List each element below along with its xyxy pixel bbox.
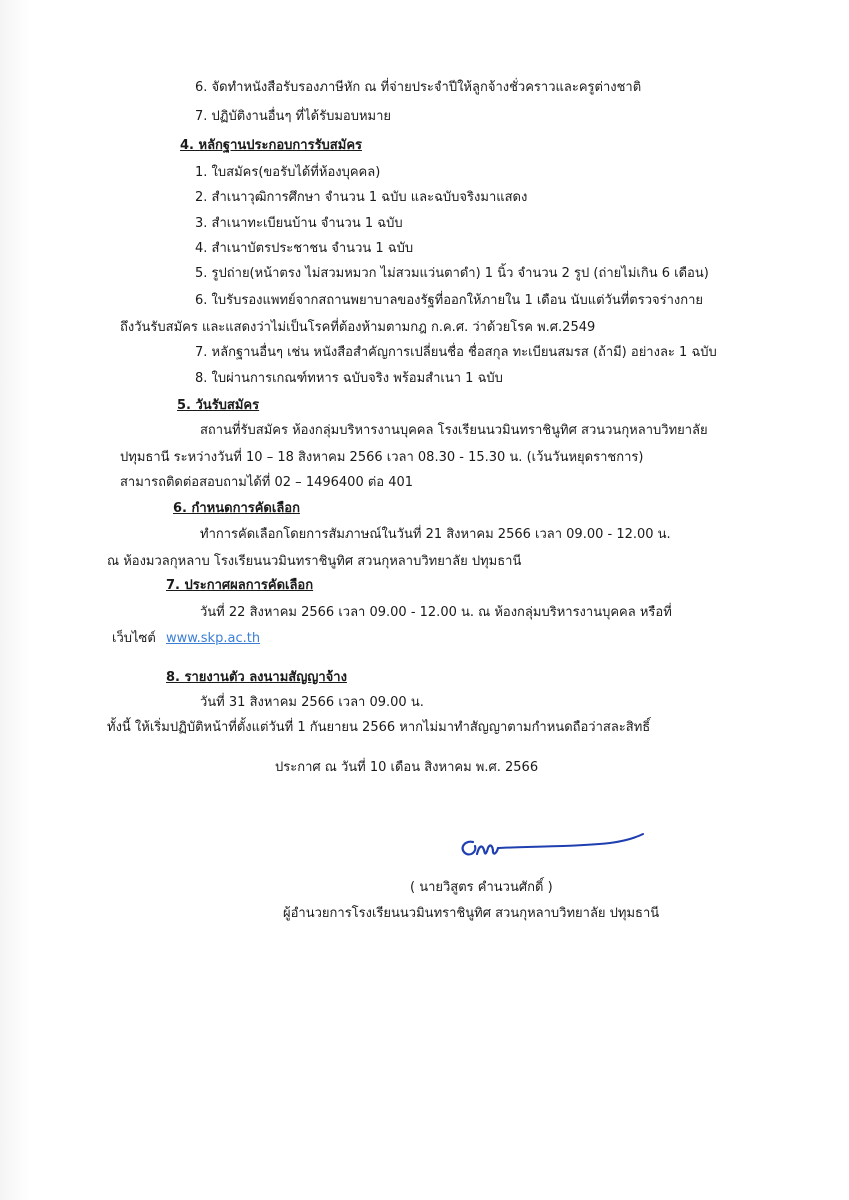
section-8-heading: 8. รายงานตัว ลงนามสัญญาจ้าง xyxy=(166,670,347,685)
section-4-heading: 4. หลักฐานประกอบการรับสมัคร xyxy=(180,138,362,153)
announcement-date: ประกาศ ณ วันที่ 10 เดือน สิงหาคม พ.ศ. 2566 xyxy=(275,760,539,775)
handwritten-signature xyxy=(455,828,655,868)
section-7-line-1: วันที่ 22 สิงหาคม 2566 เวลา 09.00 - 12.00 น. ณ ห้องกลุ่มบริหารงานบุคคล หรือที่ xyxy=(200,605,672,620)
section-4-item-6: 6. ใบรับรองแพทย์จากสถานพยาบาลของรัฐที่ออกให้ภายใน 1 เดือน นับแต่วันที่ตรวจร่างกาย xyxy=(195,293,704,308)
section-4-item-1: 1. ใบสมัคร(ขอรับได้ที่ห้องบุคคล) xyxy=(195,165,381,180)
section-6-line-1: ทำการคัดเลือกโดยการสัมภาษณ์ในวันที่ 21 สิงหาคม 2566 เวลา 09.00 - 12.00 น. xyxy=(200,527,671,542)
section-4-item-5: 5. รูปถ่าย(หน้าตรง ไม่สวมหมวก ไม่สวมแว่นตาดำ) 1 นิ้ว จำนวน 2 รูป (ถ่ายไม่เกิน 6 เดือน) xyxy=(195,266,709,281)
section-6-line-2: ณ ห้องมวลกุหลาบ โรงเรียนนวมินทราชินูทิศ สวนกุหลาบวิทยาลัย ปทุมธานี xyxy=(107,554,522,569)
section-4-item-4: 4. สำเนาบัตรประชาชน จำนวน 1 ฉบับ xyxy=(195,241,414,256)
section-4-item-3: 3. สำเนาทะเบียนบ้าน จำนวน 1 ฉบับ xyxy=(195,216,403,231)
section-4-item-6-continued: ถึงวันรับสมัคร และแสดงว่าไม่เป็นโรคที่ต้องห้ามตามกฎ ก.ค.ศ. ว่าด้วยโรค พ.ศ.2549 xyxy=(120,320,596,335)
signer-name: ( นายวิสูตร คำนวนศักดิ์ ) xyxy=(410,880,553,895)
section-8-line-2: ทั้งนี้ ให้เริ่มปฏิบัติหน้าที่ตั้งแต่วันที่ 1 กันยายน 2566 หากไม่มาทำสัญญาตามกำหนดถือว่าสละสิทธิ์ xyxy=(107,720,651,735)
section-4-item-8: 8. ใบผ่านการเกณฑ์ทหาร ฉบับจริง พร้อมสำเนา 1 ฉบับ xyxy=(195,371,503,386)
section-5-heading: 5. วันรับสมัคร xyxy=(177,398,260,413)
section-7-website-line xyxy=(112,630,260,648)
section-5-line-3: สามารถติดต่อสอบถามได้ที่ 02 – 1496400 ต่อ 401 xyxy=(120,475,414,490)
section-4-item-7: 7. หลักฐานอื่นๆ เช่น หนังสือสำคัญการเปลี่ยนชื่อ ชื่อสกุล ทะเบียนสมรส (ถ้ามี) อย่างละ 1 ฉบับ xyxy=(195,345,717,360)
section-6-heading: 6. กำหนดการคัดเลือก xyxy=(173,501,300,516)
section-7-heading: 7. ประกาศผลการคัดเลือก xyxy=(166,578,314,593)
signer-position: ผู้อำนวยการโรงเรียนนวมินทราชินูทิศ สวนกุหลาบวิทยาลัย ปทุมธานี xyxy=(283,906,660,921)
website-link[interactable]: www.skp.ac.th xyxy=(165,631,261,646)
section-8-line-1: วันที่ 31 สิงหาคม 2566 เวลา 09.00 น. xyxy=(200,695,424,710)
duty-item-6: 6. จัดทำหนังสือรับรองภาษีหัก ณ ที่จ่ายประจำปีให้ลูกจ้างชั่วคราวและครูต่างชาติ xyxy=(195,80,642,95)
section-5-line-2: ปทุมธานี ระหว่างวันที่ 10 – 18 สิงหาคม 2566 เวลา 08.30 - 15.30 น. (เว้นวันหยุดราชการ) xyxy=(120,450,644,465)
website-label: เว็บไซต์ xyxy=(112,631,156,646)
section-5-line-1: สถานที่รับสมัคร ห้องกลุ่มบริหารงานบุคคล โรงเรียนนวมินทราชินูทิศ สวนวนกุหลาบวิทยาลัย xyxy=(200,423,708,438)
duty-item-7: 7. ปฏิบัติงานอื่นๆ ที่ได้รับมอบหมาย xyxy=(195,109,392,124)
section-4-item-2: 2. สำเนาวุฒิการศึกษา จำนวน 1 ฉบับ และฉบับจริงมาแสดง xyxy=(195,190,528,205)
